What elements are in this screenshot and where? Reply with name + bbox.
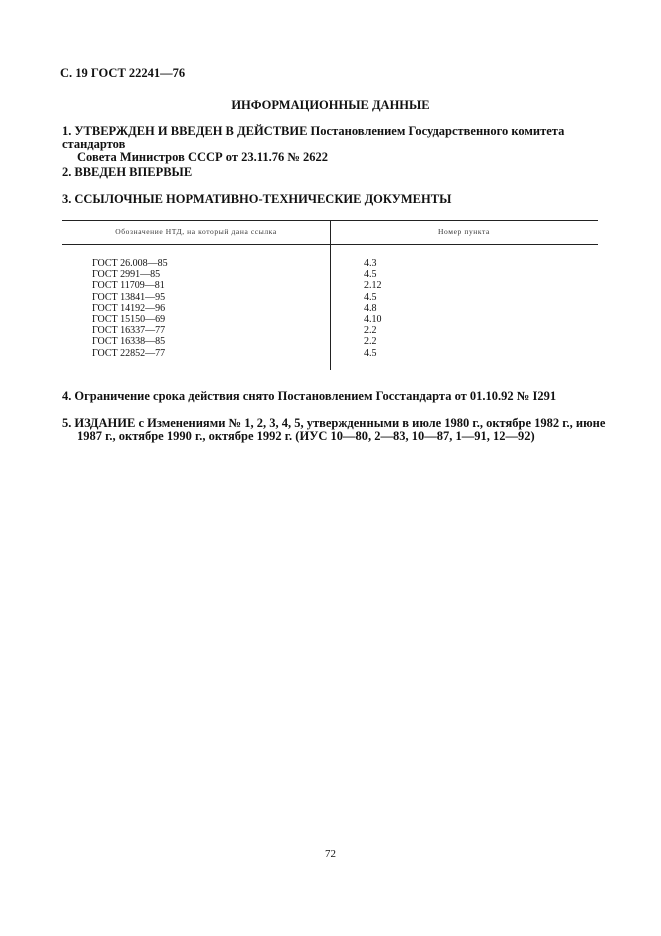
table-cell-document: ГОСТ 16338—85 [92, 336, 166, 348]
info-item-number: 3. [62, 192, 72, 206]
table-cell-clause: 2.2 [364, 336, 377, 348]
table-cell-document: ГОСТ 15150—69 [92, 314, 166, 326]
info-item-5 [62, 417, 608, 443]
info-item-text: ИЗДАНИЕ с Изменениями № 1, 2, 3, 4, 5, утвержденными в июле 1980 г., октябре 1982 г., июне [74, 416, 606, 430]
info-item-text: УТВЕРЖДЕН И ВВЕДЕН В ДЕЙСТВИЕ Постановлением Государственного комитета стандартов [62, 124, 565, 151]
table-cell-document: ГОСТ 22852—77 [92, 347, 166, 359]
table-cell-clause: 2.2 [364, 325, 377, 337]
table-cell-document: ГОСТ 2991—85 [92, 269, 161, 281]
info-item-text-continued: Совета Министров СССР от 23.11.76 № 2622 [77, 150, 329, 164]
table-cell-clause: 4.3 [364, 258, 377, 269]
info-item-number: 2. [62, 165, 72, 179]
section-title: ИНФОРМАЦИОННЫЕ ДАННЫЕ [231, 98, 430, 112]
table-column-clauses [364, 258, 382, 359]
table-cell-clause: 4.8 [364, 302, 377, 314]
table-column-divider [330, 220, 331, 370]
info-item-number: 5. [62, 416, 72, 430]
table-cell-clause: 4.5 [364, 269, 377, 281]
table-cell-document: ГОСТ 14192—96 [92, 302, 166, 314]
info-item-1 [62, 125, 608, 164]
table-cell-document: ГОСТ 11709—81 [92, 280, 165, 292]
reference-table [62, 220, 598, 370]
table-header-document: Обозначение НТД, на который дана ссылка [115, 227, 277, 236]
table-cell-clause: 2.12 [364, 280, 382, 292]
info-item-text: ССЫЛОЧНЫЕ НОРМАТИВНО-ТЕХНИЧЕСКИЕ ДОКУМЕНТЫ [74, 192, 452, 206]
info-item-4 [62, 390, 608, 403]
table-cell-document: ГОСТ 16337—77 [92, 325, 166, 337]
info-item-3 [62, 193, 608, 206]
info-item-2 [62, 166, 608, 179]
table-cell-clause: 4.5 [364, 291, 377, 303]
table-cell-clause: 4.10 [364, 314, 382, 326]
info-item-number: 4. [62, 389, 72, 403]
table-header-clause: Номер пункта [438, 227, 490, 236]
info-item-text-continued: 1987 г., октябре 1990 г., октябре 1992 г. (ИУС 10—80, 2—83, 10—87, 1—91, 12—92) [77, 429, 535, 443]
page-number: 72 [325, 848, 336, 860]
table-cell-document: ГОСТ 26.008—85 [92, 258, 168, 269]
info-item-text: ВВЕДЕН ВПЕРВЫЕ [74, 165, 193, 179]
page-header: С. 19 ГОСТ 22241—76 [60, 66, 186, 80]
info-item-text: Ограничение срока действия снято Постановлением Госстандарта от 01.10.92 № I291 [74, 389, 557, 403]
table-column-documents [92, 258, 168, 359]
info-item-number: 1. [62, 124, 72, 138]
table-cell-clause: 4.5 [364, 347, 377, 359]
table-cell-document: ГОСТ 13841—95 [92, 291, 166, 303]
